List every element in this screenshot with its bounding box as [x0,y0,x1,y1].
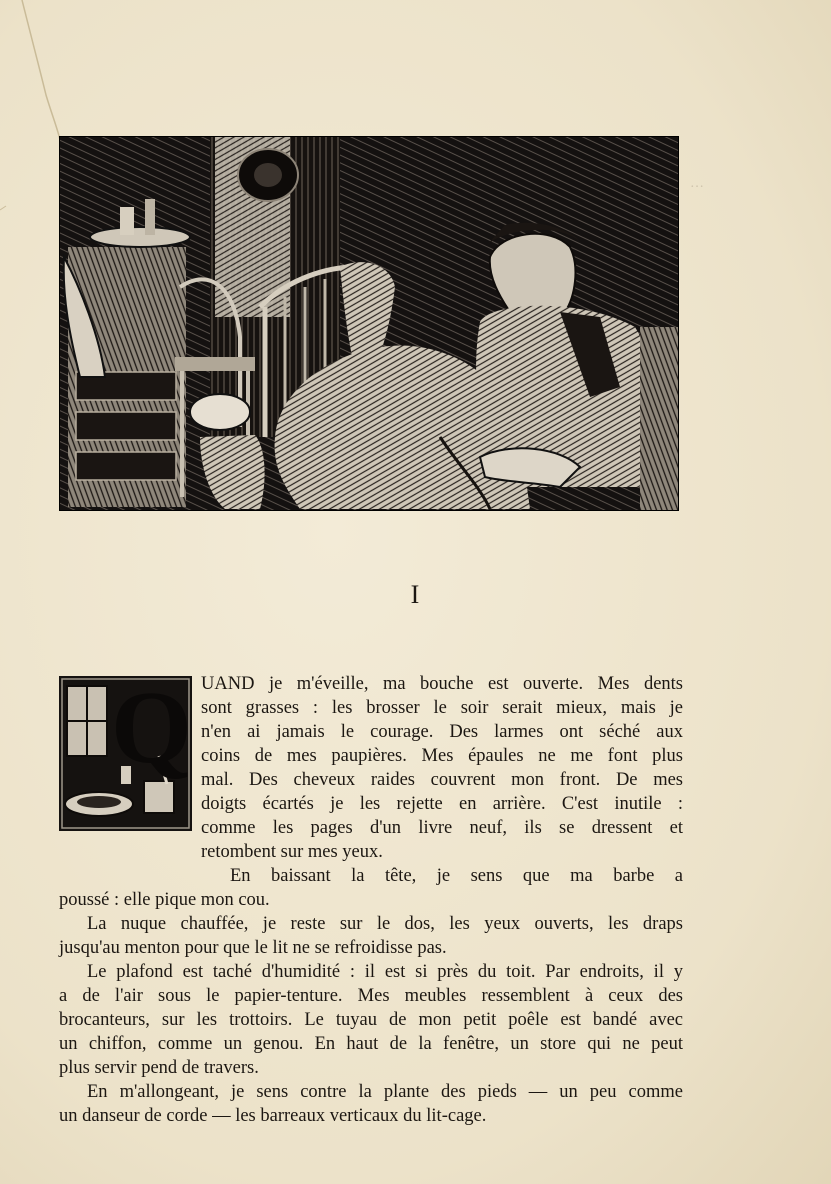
text-line: un danseur de corde — les barreaux verticaux du lit-cage. [59,1106,487,1126]
text-line: poussé : elle pique mon cou. [59,890,270,910]
woodcut-illustration [59,136,679,511]
dropcap-ornament [59,670,192,831]
text-line: En m'allongeant, je sens contre la plante des pieds — un peu comme [87,1082,683,1102]
dropcap-letter: Q [111,670,192,785]
text-line: jusqu'au menton pour que le lit ne se refroidisse pas. [59,938,447,958]
woodcut-drawing [60,137,678,510]
text-line: un chiffon, comme un genou. En haut de la fenêtre, un store qui ne peut [59,1034,683,1054]
text-line: La nuque chauffée, je reste sur le dos, les yeux ouverts, les draps [87,914,683,934]
first-word-smallcaps: UAND [201,674,255,694]
text-line: coins de mes paupières. Mes épaules ne me font plus [201,746,683,766]
chapter-number: I [410,580,421,609]
text-line: En baissant la tête, je sens que ma barbe a [230,866,683,886]
text-line: sont grasses : les brosser le soir serait mieux, mais je [201,698,683,718]
text-line: brocanteurs, sur les trottoirs. Le tuyau de mon petit poêle est bandé avec [59,1010,683,1030]
text-line: comme les pages d'un livre neuf, ils se dressent et [201,818,683,838]
text-line: UAND je m'éveille, ma bouche est ouverte. Mes dents [201,674,683,694]
text-line: retombent sur mes yeux. [201,842,383,862]
text-line: mal. Des cheveux raides couvrent mon front. De mes [201,770,683,790]
text-line: plus servir pend de travers. [59,1058,259,1078]
text-line: n'en ai jamais le courage. Des larmes ont séché aux [201,722,683,742]
text-line: doigts écartés je les rejette en arrière. C'est inutile : [201,794,683,814]
text-line: a de l'air sous le papier-tenture. Mes meubles ressemblent à ceux des [59,986,683,1006]
bleed-through-mark: ··· [690,180,704,195]
text-line: Le plafond est taché d'humidité : il est si près du toit. Par endroits, il y [87,962,683,982]
